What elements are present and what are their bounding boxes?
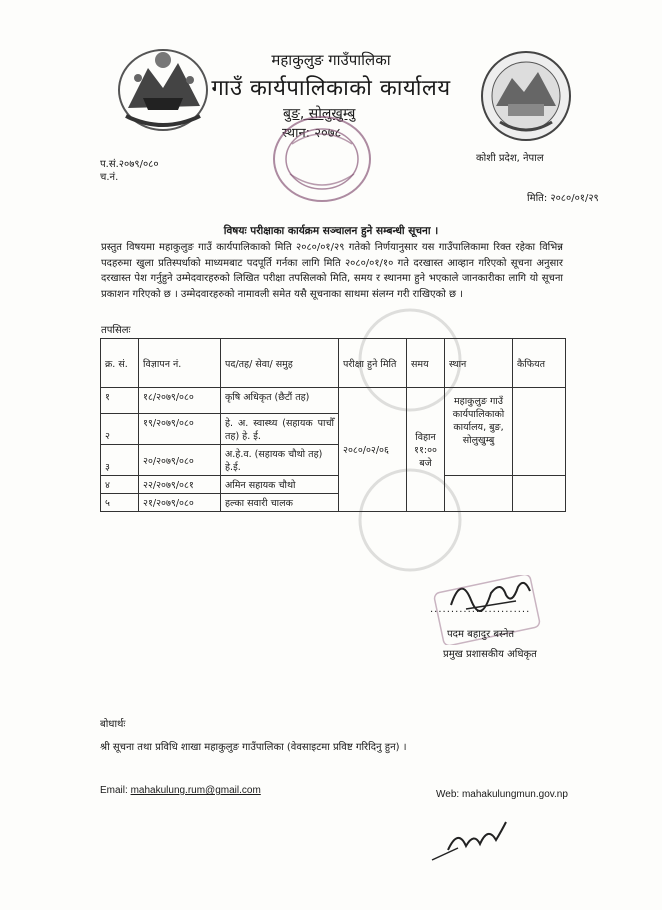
table-row [101, 388, 566, 414]
cell-post: अ.हे.व. (सहायक चौथो तह) हे.ई. [221, 445, 339, 476]
footer-website[interactable]: Web: mahakulungmun.gov.np [436, 789, 568, 800]
col-header-post: पद/तह/ सेवा/ समुह [221, 339, 339, 388]
cell-post: हे. अ. स्वास्थ्य (सहायक पाचौँ तह) हे. ई. [221, 414, 339, 445]
table-row [101, 476, 566, 494]
office-location: बुङ, सोलुखुम्बु [283, 106, 356, 122]
reference-block [100, 158, 159, 184]
cell-post: हल्का सवारी चालक [221, 494, 339, 512]
time-suffix: बजे [419, 458, 432, 469]
exam-schedule-table [100, 338, 566, 512]
letter-number: प.सं.२०७९/०८० [100, 159, 159, 170]
stamp-text: स्थान: २०७८ [282, 126, 342, 141]
cell-sn: ३ [101, 445, 139, 476]
office-stamp [262, 104, 392, 214]
subject-line: विषयः परीक्षाका कार्यक्रम सञ्चालन हुने सम्बन्धी सूचना । [223, 225, 439, 237]
col-header-exam-date: परीक्षा हुने मिति [339, 339, 407, 388]
cell-exam-date: २०८०/०२/०६ [339, 388, 407, 512]
time-clock: ११:०० [414, 445, 437, 456]
schedule-label: तपसिलः [101, 325, 131, 336]
signatory-title: प्रमुख प्रशासकीय अधिकृत [443, 649, 537, 660]
cell-post: अमिन सहायक चौथो [221, 476, 339, 494]
col-header-time: समय [407, 339, 445, 388]
col-header-remarks: कैफियत [513, 339, 566, 388]
cell-remarks-empty [513, 476, 566, 512]
email-link[interactable]: mahakulung.rum@gmail.com [130, 785, 261, 796]
notice-date: मिति: २०८०/०१/२९ [527, 193, 599, 204]
email-label: Email: [100, 785, 128, 796]
cc-recipient: श्री सूचना तथा प्रविधि शाखा महाकुलुङ गाउँपालिका (वेवसाइटमा प्रविष्ट गरिदिनु हुन) । [100, 742, 407, 753]
cell-remarks [513, 388, 566, 476]
cell-sn: २ [101, 414, 139, 445]
col-header-ad-no: विज्ञापन नं. [139, 339, 221, 388]
cell-time [407, 388, 445, 512]
municipal-seal [478, 46, 574, 146]
cell-sn: ५ [101, 494, 139, 512]
time-period: विहान [415, 432, 436, 443]
table-header-row [101, 339, 566, 388]
cell-venue: महाकुलुङ गाउँ कार्यपालिकाको कार्यालय, बुङ, सोलुखुम्बु [445, 388, 513, 476]
col-header-sn: क्र. सं. [101, 339, 139, 388]
signature-line: ........................ [430, 604, 531, 615]
col-header-venue: स्थान [445, 339, 513, 388]
bottom-signature [428, 810, 518, 870]
cell-ad-no: १८/२०७९/०८० [139, 388, 221, 414]
cell-ad-no: २०/२०७९/०८० [139, 445, 221, 476]
cell-sn: १ [101, 388, 139, 414]
cell-post: कृषि अधिकृत (छैटौं तह) [221, 388, 339, 414]
cc-label: बोधार्थः [100, 719, 126, 730]
signatory-name: पदम बहादुर बस्नेत [447, 629, 515, 640]
footer-email [100, 785, 261, 796]
cell-sn: ४ [101, 476, 139, 494]
municipality-name: महाकुलुङ गाउँपालिका [271, 51, 391, 69]
notice-body: प्रस्तुत विषयमा महाकुलुङ गाउँ कार्यपालिकाको मिति २०८०/०१/२९ गतेको निर्णयानुसार यस गाउँपालिकामा रिक्त रहेका विभिन्न पदहरुमा खुला प्रतिस्पर्धाको माध्यमबाट पदपूर्ति गर्नका लागि मिति २०८०/०१/१० गते दरखास्त आव्हान गरिएको सूचना अनुसार दरखास्त पेश गर्नुहुने उम्मेदवारहरुको लिखित परीक्षा तपसिलको मिति, समय र स्थानमा हुने भएकाले जानकारीका लागि यो सूचना प्रकाशन गरिएको छ । उम्मेदवारहरुको नामावली समेत यसै सूचनाका साथमा संलग्न गरी राखिएको छ । [101, 242, 563, 300]
cell-venue-empty [445, 476, 513, 512]
cell-ad-no: २१/२०७९/०८० [139, 494, 221, 512]
cell-ad-no: १९/२०७९/०८० [139, 414, 221, 445]
dispatch-number: च.नं. [100, 172, 119, 183]
cell-ad-no: २२/२०७९/०८१ [139, 476, 221, 494]
office-title: गाउँ कार्यपालिकाको कार्यालय [211, 76, 451, 101]
province-label: कोशी प्रदेश, नेपाल [476, 153, 544, 164]
